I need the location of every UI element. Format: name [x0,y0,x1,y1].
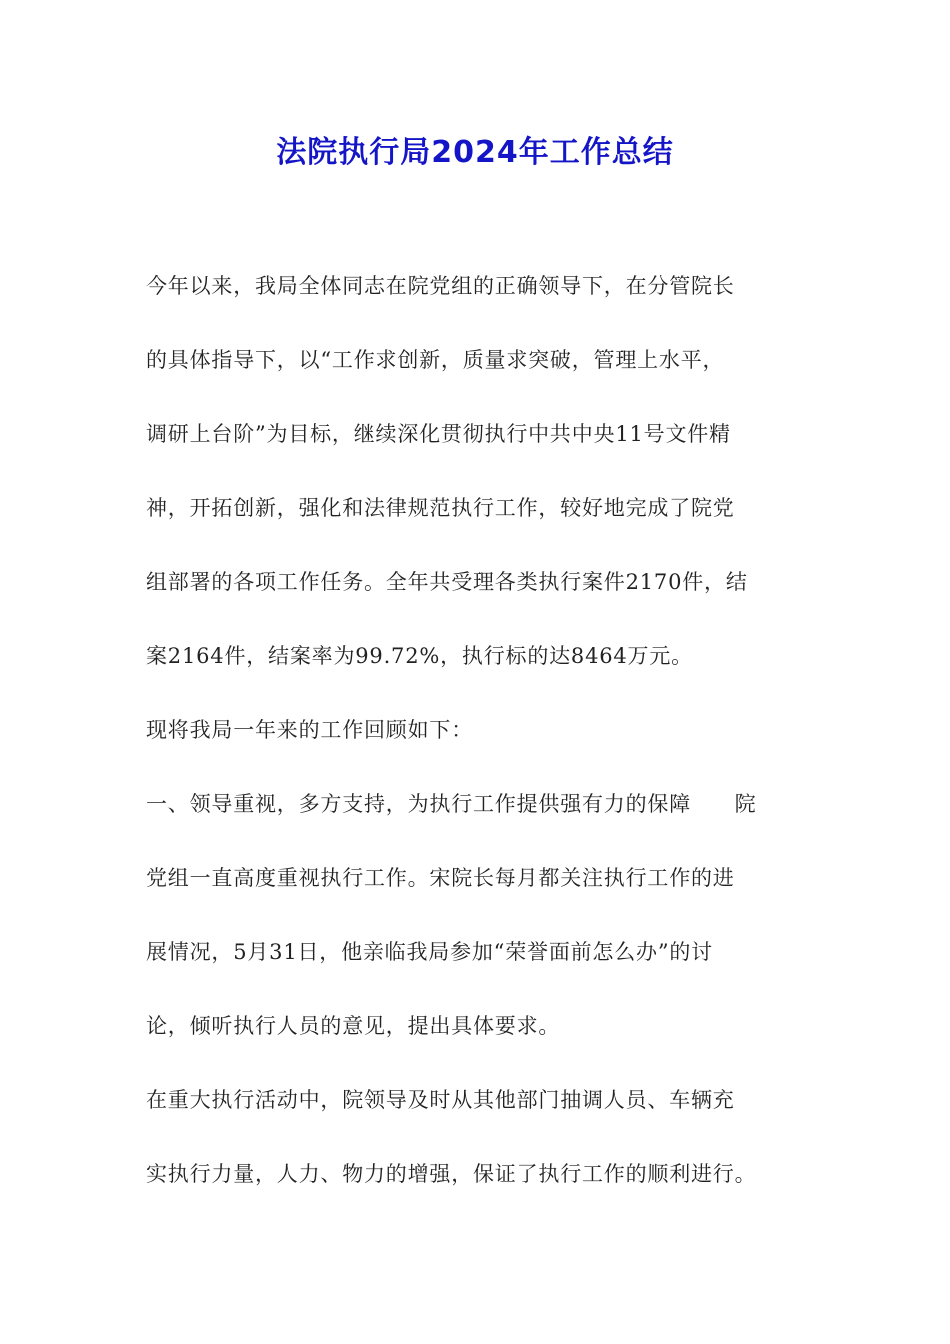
document-body [146,262,816,1224]
body-line: 调研上台阶”为目标，继续深化贯彻执行中共中央11号文件精 [146,422,731,446]
body-line: 现将我局一年来的工作回顾如下： [146,718,473,742]
body-line: 论，倾听执行人员的意见，提出具体要求。 [146,1014,561,1038]
body-line: 神，开拓创新，强化和法律规范执行工作，较好地完成了院党 [146,496,735,520]
body-line: 实执行力量，人力、物力的增强，保证了执行工作的顺利进行。 [146,1162,757,1186]
body-line: 展情况，5月31日，他亲临我局参加“荣誉面前怎么办”的讨 [146,940,713,964]
body-line: 的具体指导下，以“工作求创新，质量求突破，管理上水平， [146,348,725,372]
document-title: 法院执行局2024年工作总结 [276,135,674,170]
body-line: 党组一直高度重视执行工作。宋院长每月都关注执行工作的进 [146,866,735,890]
section-heading-line: 一、领导重视，多方支持，为执行工作提供强有力的保障 院 [146,792,757,816]
body-line: 案2164件，结案率为99.72%，执行标的达8464万元。 [146,644,693,668]
body-line: 组部署的各项工作任务。全年共受理各类执行案件2170件，结 [146,570,748,594]
body-line: 今年以来，我局全体同志在院党组的正确领导下，在分管院长 [146,274,735,298]
body-line: 在重大执行活动中，院领导及时从其他部门抽调人员、车辆充 [146,1088,735,1112]
